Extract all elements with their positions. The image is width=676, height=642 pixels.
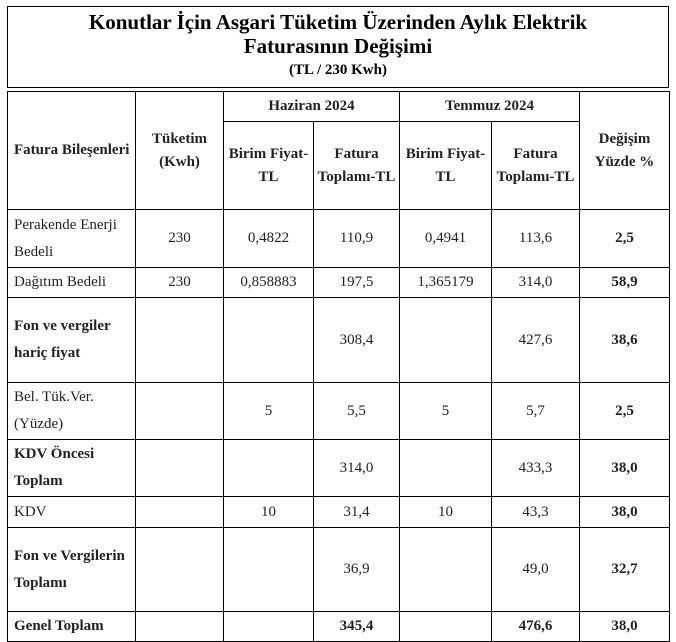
- cell-tuketim: [136, 497, 224, 528]
- cell-haziran-toplam: 36,9: [314, 528, 400, 612]
- cell-tuketim: [136, 528, 224, 612]
- cell-degisim: 2,5: [580, 383, 670, 440]
- cell-degisim: 38,0: [580, 612, 670, 642]
- header-fatura-bilesenleri: Fatura Bileşenleri: [8, 92, 136, 210]
- cell-degisim: 38,0: [580, 497, 670, 528]
- cell-temmuz-birim: [400, 298, 492, 383]
- cell-degisim: 38,6: [580, 298, 670, 383]
- row-label: Dağıtım Bedeli: [8, 268, 136, 298]
- header-haziran-fatura-toplami: Fatura Toplamı-TL: [314, 122, 400, 210]
- cell-haziran-birim: [224, 612, 314, 642]
- cell-temmuz-birim: 1,365179: [400, 268, 492, 298]
- cell-tuketim: 230: [136, 210, 224, 268]
- cell-temmuz-toplam: 113,6: [492, 210, 580, 268]
- cell-haziran-birim: 0,858883: [224, 268, 314, 298]
- cell-temmuz-toplam: 43,3: [492, 497, 580, 528]
- cell-haziran-birim: [224, 440, 314, 497]
- cell-tuketim: [136, 298, 224, 383]
- header-temmuz-fatura-toplami: Fatura Toplamı-TL: [492, 122, 580, 210]
- page-title-line-1: Konutlar İçin Asgari Tüketim Üzerinden Aylık Elektrik: [88, 10, 588, 34]
- cell-temmuz-toplam: 314,0: [492, 268, 580, 298]
- cell-haziran-birim: [224, 528, 314, 612]
- header-temmuz-birim-fiyat: Birim Fiyat-TL: [400, 122, 492, 210]
- table-row: [8, 298, 670, 383]
- row-label: Fon ve Vergilerin Toplamı: [8, 528, 136, 612]
- cell-haziran-birim: 0,4822: [224, 210, 314, 268]
- header-haziran-birim-fiyat: Birim Fiyat-TL: [224, 122, 314, 210]
- cell-haziran-birim: [224, 298, 314, 383]
- row-label: KDV Öncesi Toplam: [8, 440, 136, 497]
- header-row-1: [8, 92, 670, 122]
- header-tuketim: Tüketim (Kwh): [136, 92, 224, 210]
- cell-tuketim: [136, 440, 224, 497]
- cell-tuketim: 230: [136, 268, 224, 298]
- table-row: [8, 612, 670, 642]
- cell-temmuz-toplam: 49,0: [492, 528, 580, 612]
- row-label: Genel Toplam: [8, 612, 136, 642]
- cell-tuketim: [136, 383, 224, 440]
- cell-haziran-toplam: 314,0: [314, 440, 400, 497]
- cell-degisim: 38,0: [580, 440, 670, 497]
- row-label: Fon ve vergiler hariç fiyat: [8, 298, 136, 383]
- cell-temmuz-toplam: 5,7: [492, 383, 580, 440]
- table-row: [8, 440, 670, 497]
- cell-temmuz-toplam: 476,6: [492, 612, 580, 642]
- cell-tuketim: [136, 612, 224, 642]
- document-frame: [7, 6, 669, 634]
- header-haziran: Haziran 2024: [224, 92, 400, 122]
- cell-temmuz-toplam: 427,6: [492, 298, 580, 383]
- title-box: [7, 6, 669, 88]
- table-row: [8, 383, 670, 440]
- table-row: [8, 528, 670, 612]
- cell-degisim: 58,9: [580, 268, 670, 298]
- bill-table: [7, 91, 670, 642]
- row-label: KDV: [8, 497, 136, 528]
- cell-temmuz-birim: [400, 528, 492, 612]
- row-label: Perakende Enerji Bedeli: [8, 210, 136, 268]
- cell-temmuz-birim: [400, 612, 492, 642]
- cell-haziran-toplam: 345,4: [314, 612, 400, 642]
- page-title-line-2: Faturasının Değişimi: [243, 34, 433, 58]
- table-row: [8, 268, 670, 298]
- cell-haziran-toplam: 5,5: [314, 383, 400, 440]
- cell-temmuz-birim: 0,4941: [400, 210, 492, 268]
- row-label: Bel. Tük.Ver. (Yüzde): [8, 383, 136, 440]
- header-temmuz: Temmuz 2024: [400, 92, 580, 122]
- cell-temmuz-birim: 5: [400, 383, 492, 440]
- cell-temmuz-toplam: 433,3: [492, 440, 580, 497]
- cell-temmuz-birim: 10: [400, 497, 492, 528]
- cell-haziran-toplam: 308,4: [314, 298, 400, 383]
- cell-haziran-toplam: 197,5: [314, 268, 400, 298]
- cell-degisim: 2,5: [580, 210, 670, 268]
- cell-haziran-toplam: 31,4: [314, 497, 400, 528]
- cell-haziran-toplam: 110,9: [314, 210, 400, 268]
- table-row: [8, 497, 670, 528]
- table-row: [8, 210, 670, 268]
- cell-temmuz-birim: [400, 440, 492, 497]
- page-subtitle-unit: (TL / 230 Kwh): [289, 62, 387, 78]
- cell-haziran-birim: 5: [224, 383, 314, 440]
- cell-degisim: 32,7: [580, 528, 670, 612]
- cell-haziran-birim: 10: [224, 497, 314, 528]
- header-degisim: Değişim Yüzde %: [580, 92, 670, 210]
